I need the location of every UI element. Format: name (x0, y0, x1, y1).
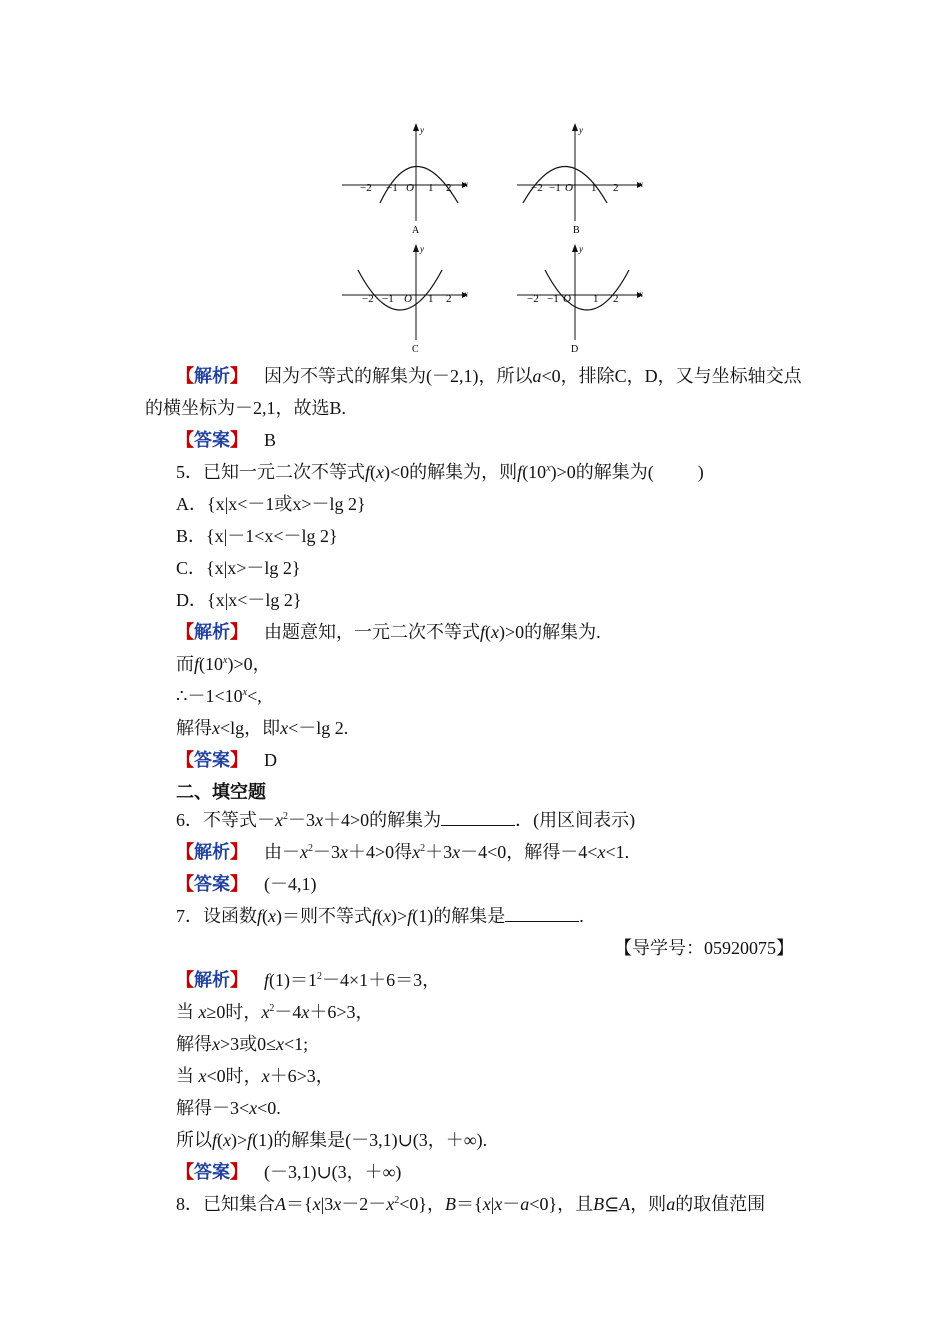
tick-label: 2 (613, 293, 619, 305)
axis-y-label: y (579, 244, 583, 254)
y-axis-arrow (572, 244, 578, 252)
q7-analysis-line3: 解得x>3或0≤x<1; (176, 1034, 309, 1054)
graph-c-svg (340, 240, 500, 358)
y-axis-arrow (413, 123, 419, 131)
answer-tag: 【答案】 (176, 1162, 248, 1182)
q8-stem: 8．已知集合$A=\{x|3x-2-x^2<0\}$，B＝{x|x－a<0}，且B⊆A，则a的取值范围 (176, 1194, 766, 1214)
axis-y-label: y (420, 125, 424, 135)
graph-label: C (412, 344, 419, 355)
tick-label: −1 (386, 182, 398, 194)
tick-label: −2 (362, 293, 374, 305)
q7-analysis-line2: 当 x≥0时，$x^2-4x+6>3$， (176, 1002, 374, 1022)
tick-label: −1 (549, 182, 561, 194)
axis-x-label: x (639, 289, 643, 299)
axis-y-label: y (579, 125, 583, 135)
axis-x-label: x (464, 289, 468, 299)
analysis-tag: 【解析】 (176, 970, 248, 990)
axis-x-label: x (464, 179, 468, 189)
q7-analysis-line5: 解得－3<x<0. (176, 1098, 281, 1118)
q6-analysis: 【解析】 由$-x^2-3x+4>0$得$x^2+3x-4<0$，解得－4<x<1. (176, 842, 630, 862)
y-axis-arrow (413, 244, 419, 252)
guide-number: 【导学号：05920075】 (614, 938, 794, 958)
answer-blank (505, 905, 579, 922)
q5-option-b: B．{x|－1<x<－lg 2} (176, 526, 338, 546)
origin-label: O (565, 182, 573, 194)
origin-label: O (563, 293, 571, 305)
graph-c (340, 240, 500, 358)
q5-analysis-line2: 而$f(10^x)>0$， (176, 654, 271, 674)
q6-stem: 6．不等式$-x^2-3x+4>0$的解集为 ．(用区间表示) (176, 810, 636, 830)
q4-analysis-line2: 的横坐标为－2,1，故选B. (145, 398, 347, 418)
tick-label: −1 (382, 293, 394, 305)
answer-tag: 【答案】 (176, 874, 248, 894)
q5-stem: 5．已知一元二次不等式f(x)<0的解集为，则$f(10^x)>0$的解集为( ) (176, 462, 704, 482)
graph-a-svg (340, 115, 500, 236)
graph-label: A (412, 225, 420, 236)
section-heading: 二、填空题 (176, 782, 266, 802)
graph-d-svg (515, 240, 675, 358)
q4-answer: B (264, 430, 277, 450)
tick-label: 2 (446, 182, 452, 194)
origin-label: O (406, 182, 414, 194)
tick-label: 1 (593, 293, 599, 305)
graph-label: D (571, 344, 579, 355)
origin-label: O (404, 293, 412, 305)
graph-label: B (573, 225, 580, 236)
tick-label: 2 (613, 182, 619, 194)
tick-label: 2 (446, 293, 452, 305)
q7-analysis-line6: 所以f(x)>f(1)的解集是(－3,1)∪(3，＋∞). (176, 1130, 488, 1150)
graph-a (340, 115, 500, 236)
q7-answer-line (176, 1160, 401, 1184)
q7-analysis-line1: 【解析】 $f(1)=1^2-4\times 1+6=3$， (176, 970, 441, 990)
tick-label: −2 (360, 182, 372, 194)
tick-label: 1 (428, 293, 434, 305)
answer-tag: 【答案】 (176, 430, 248, 450)
tick-label: 1 (591, 182, 597, 194)
analysis-tag: 【解析】 (176, 622, 248, 642)
q5-analysis-line4: 解得x<lg，即x<－lg 2. (176, 718, 349, 738)
graph-d (515, 240, 675, 358)
tick-label: −2 (527, 293, 539, 305)
q5-analysis-line3: $\therefore-1<10^x<$, (176, 686, 262, 706)
q5-answer: D (264, 750, 277, 770)
axis-y-label: y (420, 244, 424, 254)
q5-answer-line (176, 748, 277, 772)
y-axis-arrow (572, 123, 578, 131)
tick-label: 1 (428, 182, 434, 194)
analysis-tag: 【解析】 (176, 842, 248, 862)
q5-option-c: C．{x|x>－lg 2} (176, 558, 301, 578)
q6-answer: (－4,1) (264, 874, 317, 894)
answer-tag: 【答案】 (176, 750, 248, 770)
q6-answer-line (176, 872, 317, 896)
q7-analysis-line4: 当 x<0时，x＋6>3， (176, 1066, 334, 1086)
graph-b-svg (515, 115, 675, 236)
q4-analysis-line1: 【解析】 因为不等式的解集为(－2,1)，所以a<0，排除C，D，又与坐标轴交点 (176, 366, 802, 386)
tick-label: −1 (547, 293, 559, 305)
q4-answer-line (176, 428, 276, 452)
graph-b (515, 115, 675, 236)
q7-stem: 7．设函数f(x)＝则不等式f(x)>f(1)的解集是 . (176, 906, 584, 926)
q7-answer: (－3,1)∪(3，＋∞) (264, 1162, 402, 1182)
analysis-tag: 【解析】 (176, 366, 248, 386)
q5-option-d: D．{x|x<－lg 2} (176, 590, 302, 610)
option-graphs (330, 115, 660, 360)
q5-analysis-line1: 【解析】 由题意知，一元二次不等式f(x)>0的解集为. (176, 622, 601, 642)
axis-x-label: x (639, 179, 643, 189)
q5-option-a: A．{x|x<－1或x>－lg 2} (176, 494, 366, 514)
tick-label: −2 (531, 182, 543, 194)
answer-blank (441, 809, 515, 826)
